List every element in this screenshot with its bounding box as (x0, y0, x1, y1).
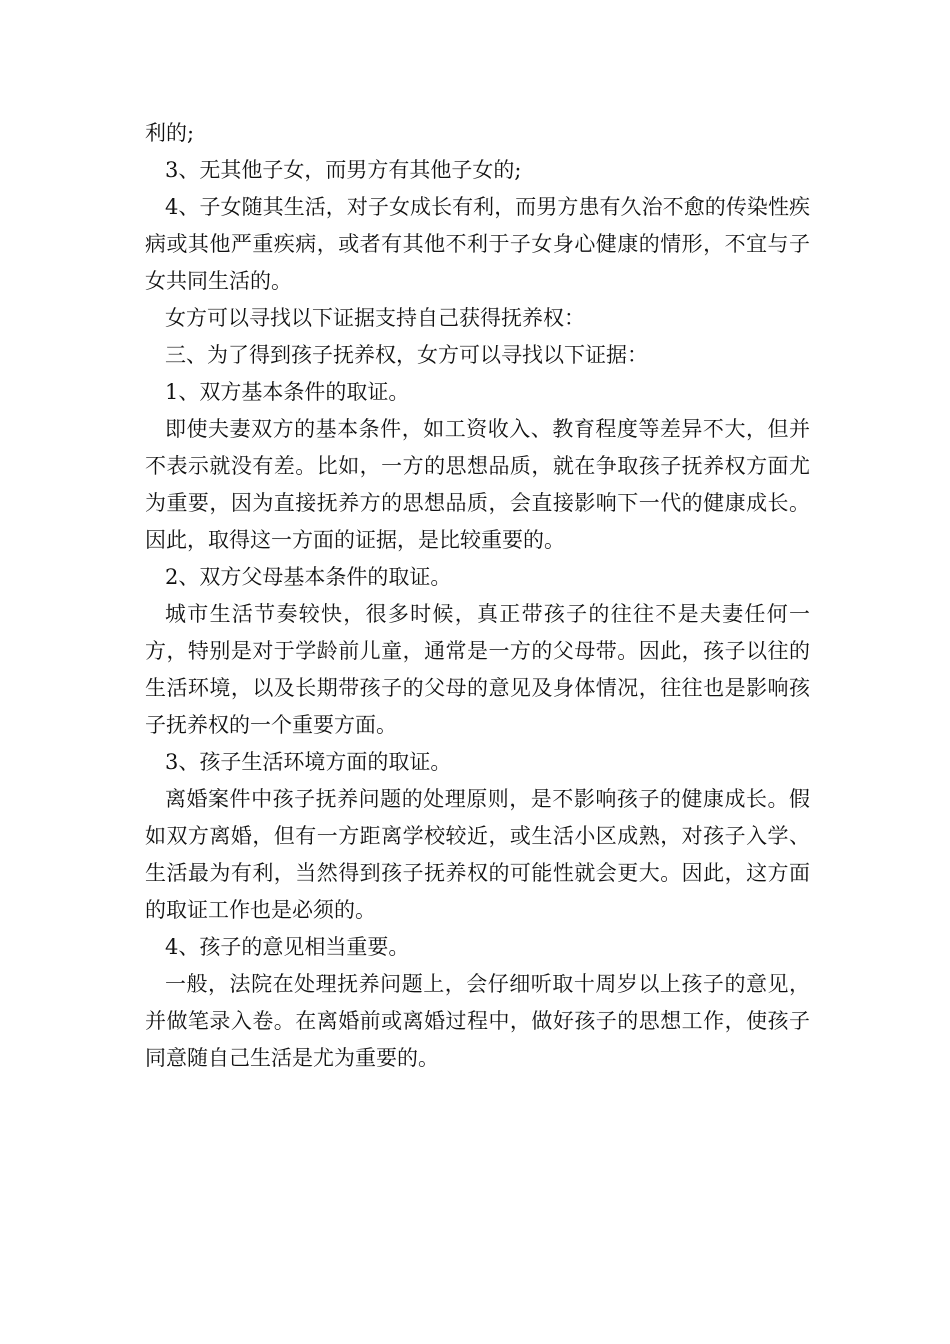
paragraph-evidence-4: 一般，法院在处理抚养问题上，会仔细听取十周岁以上孩子的意见，并做笔录入卷。在离婚前或离婚过程中，做好孩子的思想工作，使孩子同意随自己生活是尤为重要的。 (145, 972, 810, 1070)
subheading-evidence-3: 3、孩子生活环境方面的取证。 (165, 750, 452, 774)
paragraph-evidence-1: 即使夫妻双方的基本条件，如工资收入、教育程度等差异不大，但并不表示就没有差。比如，一方的思想品质，就在争取孩子抚养权方面尤为重要，因为直接抚养方的思想品质，会直接影响下一代的健康成长。因此，取得这一方面的证据，是比较重要的。 (145, 417, 810, 552)
paragraph-condition-3: 3、无其他子女，而男方有其他子女的; (165, 158, 522, 182)
paragraph-evidence-intro: 女方可以寻找以下证据支持自己获得抚养权： (165, 306, 585, 330)
document-body (145, 115, 810, 1077)
subheading-evidence-2: 2、双方父母基本条件的取证。 (165, 565, 452, 589)
subheading-evidence-1: 1、双方基本条件的取证。 (165, 380, 410, 404)
section-heading-three: 三、为了得到孩子抚养权，女方可以寻找以下证据： (165, 343, 648, 367)
paragraph-evidence-2: 城市生活节奏较快，很多时候，真正带孩子的往往不是夫妻任何一方，特别是对于学龄前儿童，通常是一方的父母带。因此，孩子以往的生活环境，以及长期带孩子的父母的意见及身体情况，往往也是影响孩子抚养权的一个重要方面。 (145, 602, 810, 737)
paragraph-continuation: 利的; (145, 121, 195, 145)
paragraph-evidence-3: 离婚案件中孩子抚养问题的处理原则，是不影响孩子的健康成长。假如双方离婚，但有一方距离学校较近，或生活小区成熟，对孩子入学、生活最为有利，当然得到孩子抚养权的可能性就会更大。因此，这方面的取证工作也是必须的。 (145, 787, 810, 922)
paragraph-condition-4: 4、子女随其生活，对子女成长有利，而男方患有久治不愈的传染性疾病或其他严重疾病，或者有其他不利于子女身心健康的情形，不宜与子女共同生活的。 (145, 195, 810, 293)
subheading-evidence-4: 4、孩子的意见相当重要。 (165, 935, 410, 959)
